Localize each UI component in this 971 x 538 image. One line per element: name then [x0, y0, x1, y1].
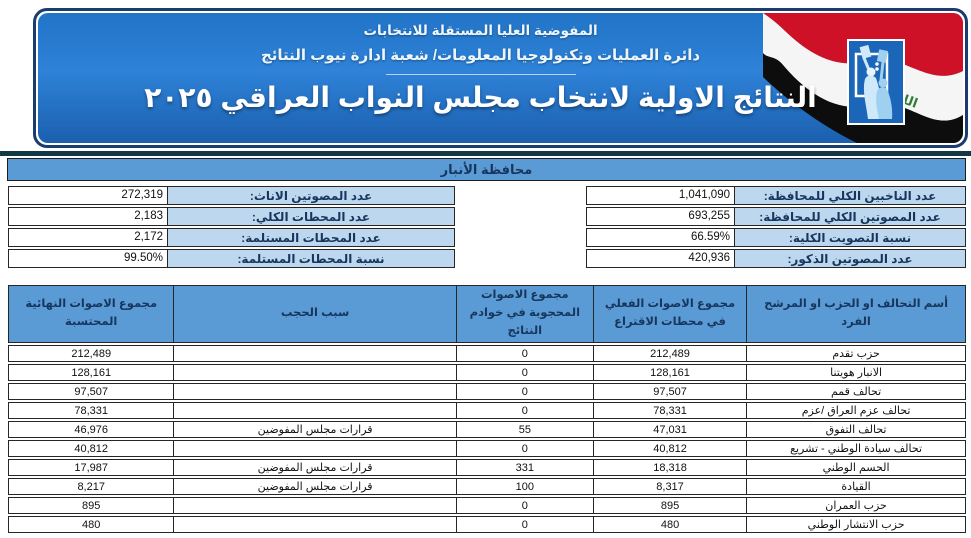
final-votes: 17,987 [8, 459, 173, 476]
final-votes: 8,217 [8, 478, 173, 495]
stat-row [586, 249, 966, 268]
actual-votes: 47,031 [593, 421, 746, 438]
result-row [8, 516, 966, 533]
banner-background [38, 13, 963, 143]
province-title-bar [7, 158, 966, 181]
withhold-reason: قرارات مجلس المفوضين [173, 421, 455, 438]
withheld-votes: 55 [456, 421, 593, 438]
stat-label: عدد المحطات المستلمة: [167, 228, 455, 247]
party-name: الحسم الوطني [746, 459, 966, 476]
actual-votes: 480 [593, 516, 746, 533]
withhold-reason [173, 516, 455, 533]
col-header-withhold-reason: سبب الحجب [173, 285, 455, 343]
ihec-header-banner [33, 8, 968, 148]
withheld-votes: 0 [456, 516, 593, 533]
withhold-reason: قرارات مجلس المفوضين [173, 459, 455, 476]
party-name: حزب العمران [746, 497, 966, 514]
result-row [8, 440, 966, 457]
result-row [8, 383, 966, 400]
stat-row [586, 186, 966, 205]
results-header-row [8, 285, 966, 343]
party-name: حزب تقدم [746, 345, 966, 362]
stat-label: عدد الناخبين الكلي للمحافظة: [734, 186, 966, 205]
withheld-votes: 0 [456, 383, 593, 400]
stat-value: 99.50% [8, 249, 167, 268]
stat-label: عدد المحطات الكلي: [167, 207, 455, 226]
stat-label: عدد المصوتين الاناث: [167, 186, 455, 205]
result-row [8, 478, 966, 495]
withheld-votes: 0 [456, 402, 593, 419]
withhold-reason [173, 364, 455, 381]
party-name: تحالف التفوق [746, 421, 966, 438]
actual-votes: 128,161 [593, 364, 746, 381]
stat-value: 272,319 [8, 186, 167, 205]
province-title: محافظة الأنبار [440, 161, 533, 177]
final-votes: 480 [8, 516, 173, 533]
withheld-votes: 0 [456, 345, 593, 362]
withheld-votes: 331 [456, 459, 593, 476]
stat-row [8, 228, 455, 247]
header-divider [386, 74, 576, 75]
final-votes: 212,489 [8, 345, 173, 362]
stat-value: 693,255 [586, 207, 734, 226]
withheld-votes: 0 [456, 497, 593, 514]
col-header-actual-votes: مجموع الاصوات الفعلي في محطات الاقتراع [593, 285, 746, 343]
station-summary-table [8, 186, 455, 270]
banner-text-block [38, 13, 963, 143]
col-header-name: أسم التحالف او الحزب او المرشح الفرد [746, 285, 966, 343]
actual-votes: 18,318 [593, 459, 746, 476]
actual-votes: 40,812 [593, 440, 746, 457]
withhold-reason [173, 345, 455, 362]
result-row [8, 345, 966, 362]
stat-row [8, 249, 455, 268]
actual-votes: 78,331 [593, 402, 746, 419]
final-votes: 40,812 [8, 440, 173, 457]
separator-band [0, 151, 971, 156]
department-name: دائرة العمليات وتكنولوجيا المعلومات/ شعبة ادارة نيوب النتائج [260, 47, 701, 64]
flag-takbir-script: الله [893, 89, 920, 112]
result-row [8, 364, 966, 381]
result-row [8, 459, 966, 476]
result-row [8, 497, 966, 514]
final-votes: 128,161 [8, 364, 173, 381]
party-name: تحالف عزم العراق /عزم [746, 402, 966, 419]
stat-row [8, 186, 455, 205]
party-name: القيادة [746, 478, 966, 495]
actual-votes: 212,489 [593, 345, 746, 362]
stat-value: 2,183 [8, 207, 167, 226]
final-votes: 78,331 [8, 402, 173, 419]
withhold-reason [173, 497, 455, 514]
party-name: حزب الانتشار الوطني [746, 516, 966, 533]
stat-label: نسبة المحطات المستلمة: [167, 249, 455, 268]
withhold-reason: قرارات مجلس المفوضين [173, 478, 455, 495]
final-votes: 46,976 [8, 421, 173, 438]
withhold-reason [173, 383, 455, 400]
withhold-reason [173, 402, 455, 419]
stat-row [586, 228, 966, 247]
result-row [8, 421, 966, 438]
result-row [8, 402, 966, 419]
withheld-votes: 0 [456, 364, 593, 381]
col-header-withheld-votes: مجموع الاصوات المحجوبة في خوادم النتائج [456, 285, 593, 343]
party-name: تحالف سيادة الوطني - تشريع [746, 440, 966, 457]
stat-row [8, 207, 455, 226]
final-votes: 895 [8, 497, 173, 514]
results-table [8, 283, 966, 535]
party-name: الانبار هويتنا [746, 364, 966, 381]
stat-row [586, 207, 966, 226]
voter-summary-table [586, 186, 966, 270]
stat-label: عدد المصوتين الذكور: [734, 249, 966, 268]
col-header-final-votes: مجموع الاصوات النهائية المحتسبة [8, 285, 173, 343]
actual-votes: 8,317 [593, 478, 746, 495]
withhold-reason [173, 440, 455, 457]
stat-value: 66.59% [586, 228, 734, 247]
actual-votes: 895 [593, 497, 746, 514]
commission-name: المفوضية العليا المستقلة للانتخابات [363, 23, 598, 38]
stat-value: 2,172 [8, 228, 167, 247]
stat-label: نسبة التصويت الكلية: [734, 228, 966, 247]
stat-value: 1,041,090 [586, 186, 734, 205]
withheld-votes: 0 [456, 440, 593, 457]
stat-label: عدد المصوتين الكلي للمحافظة: [734, 207, 966, 226]
report-title: النتائج الاولية لانتخاب مجلس النواب العراقي ٢٠٢٥ [144, 82, 817, 113]
stat-value: 420,936 [586, 249, 734, 268]
final-votes: 97,507 [8, 383, 173, 400]
withheld-votes: 100 [456, 478, 593, 495]
party-name: تحالف قمم [746, 383, 966, 400]
actual-votes: 97,507 [593, 383, 746, 400]
